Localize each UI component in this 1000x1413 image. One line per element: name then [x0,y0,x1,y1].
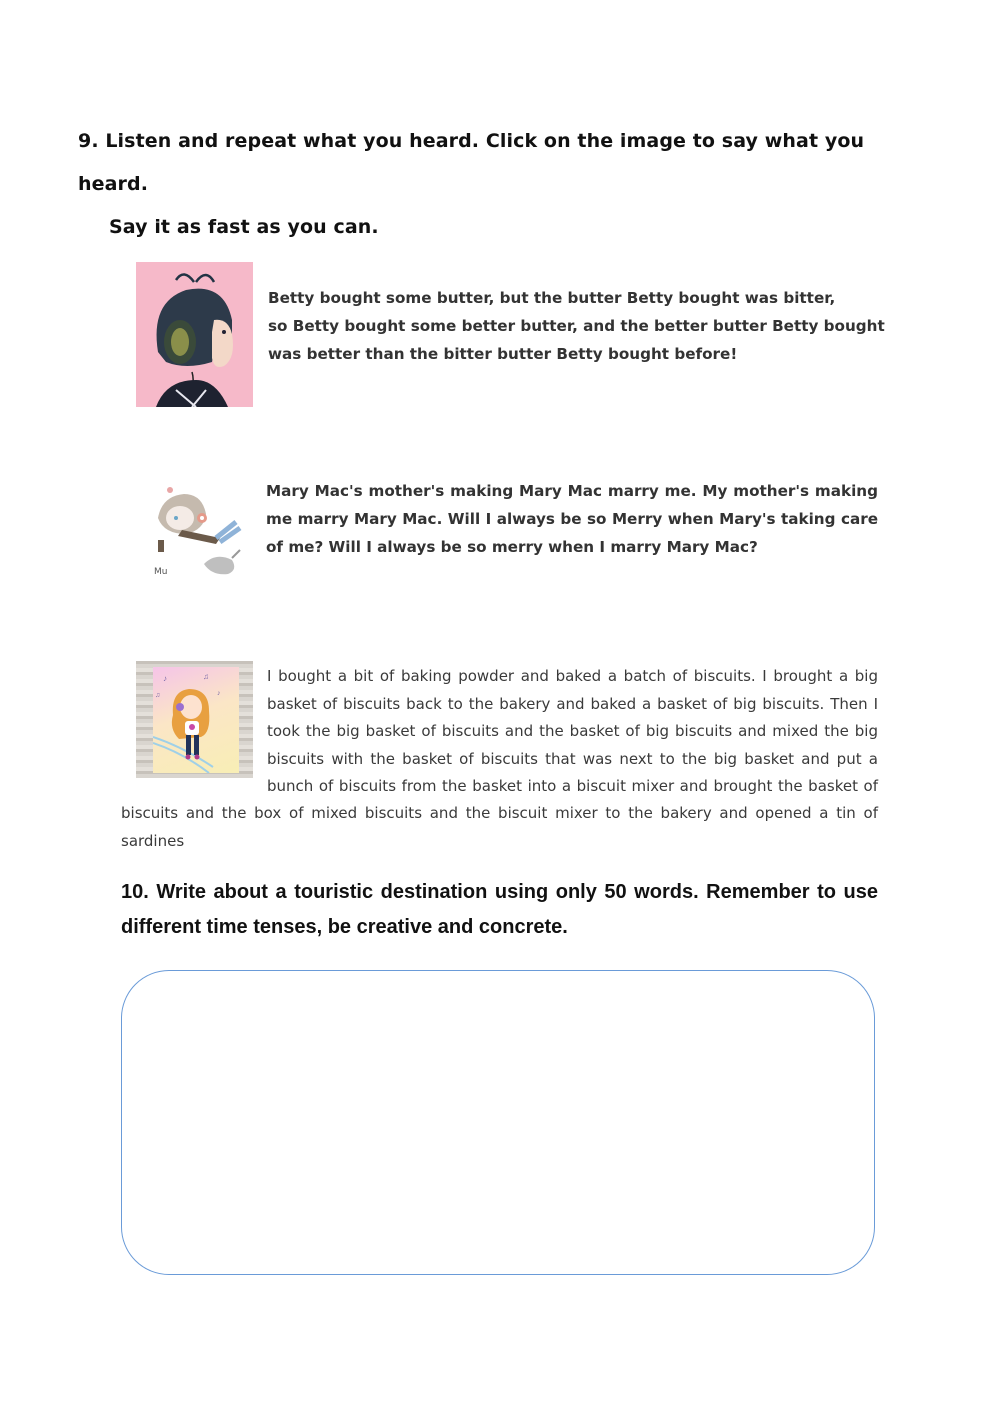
tongue-twister-3-line: basket of biscuits back to the bakery and baked a basket of big biscuits. Then I [267,694,878,713]
tongue-twister-2-image[interactable] [136,478,253,586]
question-10-line-1: 10. Write about a touristic destination using only 50 words. Remember to use [121,881,878,903]
tongue-twister-3-line: bunch of biscuits from the basket into a biscuit mixer and brought the basket of [267,777,878,795]
svg-text:♪: ♪ [163,674,167,683]
tongue-twister-1-image[interactable] [136,262,253,407]
tongue-twister-1-text [268,284,885,368]
question-10-heading [121,875,878,945]
tongue-twister-1-line: Betty bought some butter, but the butter Betty bought was bitter, [268,289,836,307]
tongue-twister-1-line: was better than the bitter butter Betty bought before! [268,345,738,363]
tongue-twister-3-text-below [121,800,878,855]
tongue-twister-1-line: so Betty bought some better butter, and the better butter Betty bought [268,317,885,335]
tongue-twister-3-line: I bought a bit of baking powder and baked a batch of biscuits. I brought a big [267,667,878,685]
question-9-line-1: 9. Listen and repeat what you heard. Click on the image to say what you heard. [78,130,865,195]
sketch-girl-cat-illustration [136,478,253,586]
svg-text:♫: ♫ [203,672,209,681]
tongue-twister-3-line: biscuits with the basket of biscuits that was next to the big basket and put a [267,749,878,768]
tongue-twister-3-line: sardines [121,831,185,850]
svg-text:Mu: Mu [154,567,168,577]
question-9-line-2: Say it as fast as you can. [109,216,379,238]
girl-headphones-illustration [136,262,253,407]
question-9-heading [78,120,898,249]
tongue-twister-3-line: biscuits and the box of mixed biscuits and the biscuit mixer to the bakery and opened a tin of [121,804,878,822]
question-10-line-2: different time tenses, be creative and concrete. [121,916,568,938]
tongue-twister-2-text: Mary Mac's mother's making Mary Mac marry me. My mother's making me marry Mary Mac. Will I always be so Merry when Mary's taking care of me? Will I always be so merry when I marry Mary Mac? [266,482,878,556]
tongue-twister-3-image[interactable] [136,661,253,778]
svg-text:♪: ♪ [217,689,221,697]
tongue-twister-3-line: took the big basket of biscuits and the basket of big biscuits and mixed the big [267,722,878,740]
cartoon-girl-music-illustration [153,667,239,773]
answer-text-box[interactable] [121,970,875,1275]
tongue-twister-3-text-beside [267,663,878,801]
svg-text:♫: ♫ [155,691,161,699]
